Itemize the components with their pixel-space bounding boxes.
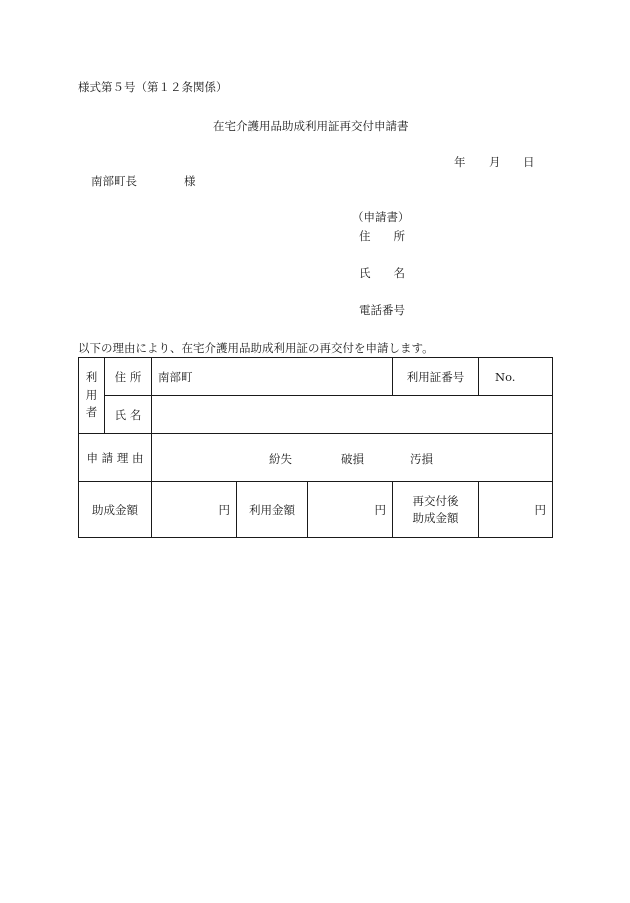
addressee-name: 南部町長 bbox=[91, 174, 137, 188]
applicant-address-label: 住 所 bbox=[359, 229, 405, 243]
user-address-label: 住 所 bbox=[105, 358, 152, 396]
user-section-label: 利 用 者 bbox=[79, 358, 105, 434]
user-address-field[interactable]: 南部町 bbox=[152, 358, 393, 396]
addressee-honorific: 様 bbox=[184, 174, 196, 188]
user-name-label: 氏 名 bbox=[105, 396, 152, 434]
cert-number-label: 利用証番号 bbox=[393, 358, 479, 396]
applicant-name-label: 氏 名 bbox=[359, 266, 405, 280]
usage-amount-field[interactable]: 円 bbox=[308, 482, 393, 538]
user-name-field[interactable] bbox=[152, 396, 553, 434]
applicant-phone-label: 電話番号 bbox=[359, 303, 405, 317]
form-number: 様式第５号（第１２条関係） bbox=[78, 80, 228, 94]
usage-amount-label: 利用金額 bbox=[237, 482, 308, 538]
reason-option-soiled[interactable]: 汚損 bbox=[410, 451, 433, 466]
reason-label: 申 請 理 由 bbox=[79, 434, 152, 482]
application-table bbox=[78, 357, 553, 538]
applicant-heading: （申請書） bbox=[352, 210, 410, 224]
date-day: 日 bbox=[523, 155, 535, 169]
date-month: 月 bbox=[489, 155, 501, 169]
subsidy-amount-label: 助成金額 bbox=[79, 482, 152, 538]
reason-options bbox=[152, 434, 553, 482]
reissue-subsidy-field[interactable]: 円 bbox=[479, 482, 553, 538]
date-year: 年 bbox=[454, 155, 466, 169]
reissue-subsidy-label: 再交付後 助成金額 bbox=[393, 482, 479, 538]
subsidy-amount-field[interactable]: 円 bbox=[152, 482, 237, 538]
cert-number-field[interactable]: No. bbox=[479, 358, 553, 396]
reason-option-lost[interactable]: 紛失 bbox=[269, 451, 292, 466]
document-title: 在宅介護用品助成利用証再交付申請書 bbox=[213, 119, 409, 133]
reason-option-damaged[interactable]: 破損 bbox=[341, 451, 364, 466]
intro-text: 以下の理由により、在宅介護用品助成利用証の再交付を申請します。 bbox=[78, 341, 434, 355]
